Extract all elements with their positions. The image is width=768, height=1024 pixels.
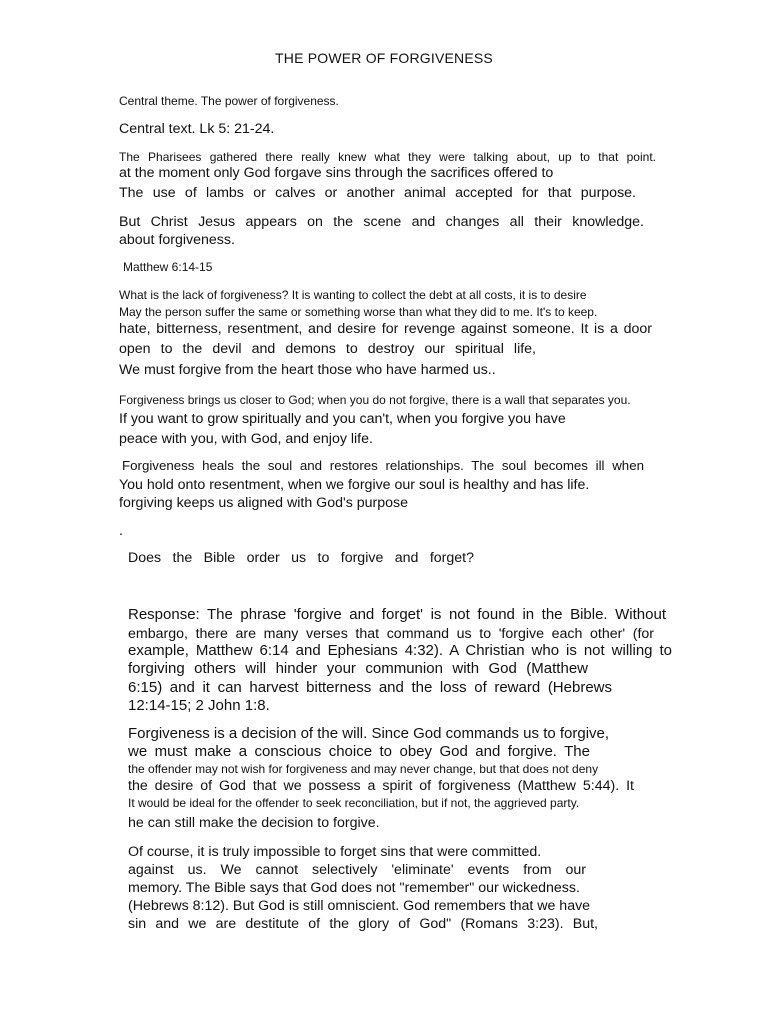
paragraph-line: memory. The Bible says that God does not "remember" our wickedness. [128, 880, 580, 896]
central-theme-line: Central theme. The power of forgiveness. [119, 94, 339, 108]
central-text-line: Central text. Lk 5: 21-24. [119, 121, 275, 137]
document-title: THE POWER OF FORGIVENESS [275, 50, 493, 66]
paragraph-line: Response: The phrase 'forgive and forget' is not found in the Bible. Without [128, 606, 666, 623]
paragraph-line: If you want to grow spiritually and you can't, when you forgive you have [119, 411, 566, 427]
paragraph-line: he can still make the decision to forgive. [128, 815, 380, 831]
section-question: Does the Bible order us to forgive and forget? [128, 550, 474, 566]
paragraph-line: What is the lack of forgiveness? It is wanting to collect the debt at all costs, it is to desire [119, 288, 587, 302]
paragraph-line: Forgiveness heals the soul and restores relationships. The soul becomes ill when [122, 458, 644, 473]
paragraph-line: hate, bitterness, resentment, and desire for revenge against someone. It is a door [119, 321, 652, 337]
paragraph-line: Of course, it is truly impossible to forget sins that were committed. [128, 844, 542, 860]
paragraph-line: It would be ideal for the offender to seek reconciliation, but if not, the aggrieved party. [128, 796, 580, 810]
paragraph-line: against us. We cannot selectively 'eliminate' events from our [128, 862, 586, 878]
paragraph-line: forgiving keeps us aligned with God's purpose [119, 495, 408, 511]
paragraph-line: You hold onto resentment, when we forgive our soul is healthy and has life. [119, 477, 590, 493]
paragraph-line: Forgiveness brings us closer to God; when you do not forgive, there is a wall that separates you. [119, 393, 631, 407]
paragraph-line: Forgiveness is a decision of the will. Since God commands us to forgive, [128, 725, 610, 742]
paragraph-line: the desire of God that we possess a spirit of forgiveness (Matthew 5:44). It [128, 778, 634, 794]
paragraph-line: May the person suffer the same or something worse than what they did to me. It's to keep. [119, 305, 598, 319]
paragraph-line: (Hebrews 8:12). But God is still omniscient. God remembers that we have [128, 898, 591, 914]
scripture-reference: Matthew 6:14-15 [123, 260, 213, 274]
paragraph-line: But Christ Jesus appears on the scene and changes all their knowledge. [119, 214, 644, 230]
paragraph-line: . [119, 523, 123, 539]
paragraph-line: open to the devil and demons to destroy our spiritual life, [119, 341, 536, 357]
paragraph-line: embargo, there are many verses that command us to 'forgive each other' (for [128, 626, 654, 642]
paragraph-line: 6:15) and it can harvest bitterness and the loss of reward (Hebrews [128, 679, 612, 696]
paragraph-line: The use of lambs or calves or another animal accepted for that purpose. [119, 185, 636, 201]
paragraph-line: The Pharisees gathered there really knew what they were talking about, up to that point. [119, 150, 656, 164]
paragraph-line: we must make a conscious choice to obey God and forgive. The [128, 743, 590, 760]
paragraph-line: 12:14-15; 2 John 1:8. [128, 697, 270, 714]
paragraph-line: about forgiveness. [119, 232, 235, 248]
paragraph-line: peace with you, with God, and enjoy life. [119, 431, 373, 447]
paragraph-line: at the moment only God forgave sins through the sacrifices offered to [119, 165, 554, 181]
paragraph-line: We must forgive from the heart those who have harmed us.. [119, 362, 496, 378]
paragraph-line: sin and we are destitute of the glory of God" (Romans 3:23). But, [128, 916, 598, 932]
paragraph-line: forgiving others will hinder your communion with God (Matthew [128, 660, 588, 677]
paragraph-line: example, Matthew 6:14 and Ephesians 4:32). A Christian who is not willing to [128, 642, 672, 659]
paragraph-line: the offender may not wish for forgiveness and may never change, but that does not deny [128, 762, 599, 776]
